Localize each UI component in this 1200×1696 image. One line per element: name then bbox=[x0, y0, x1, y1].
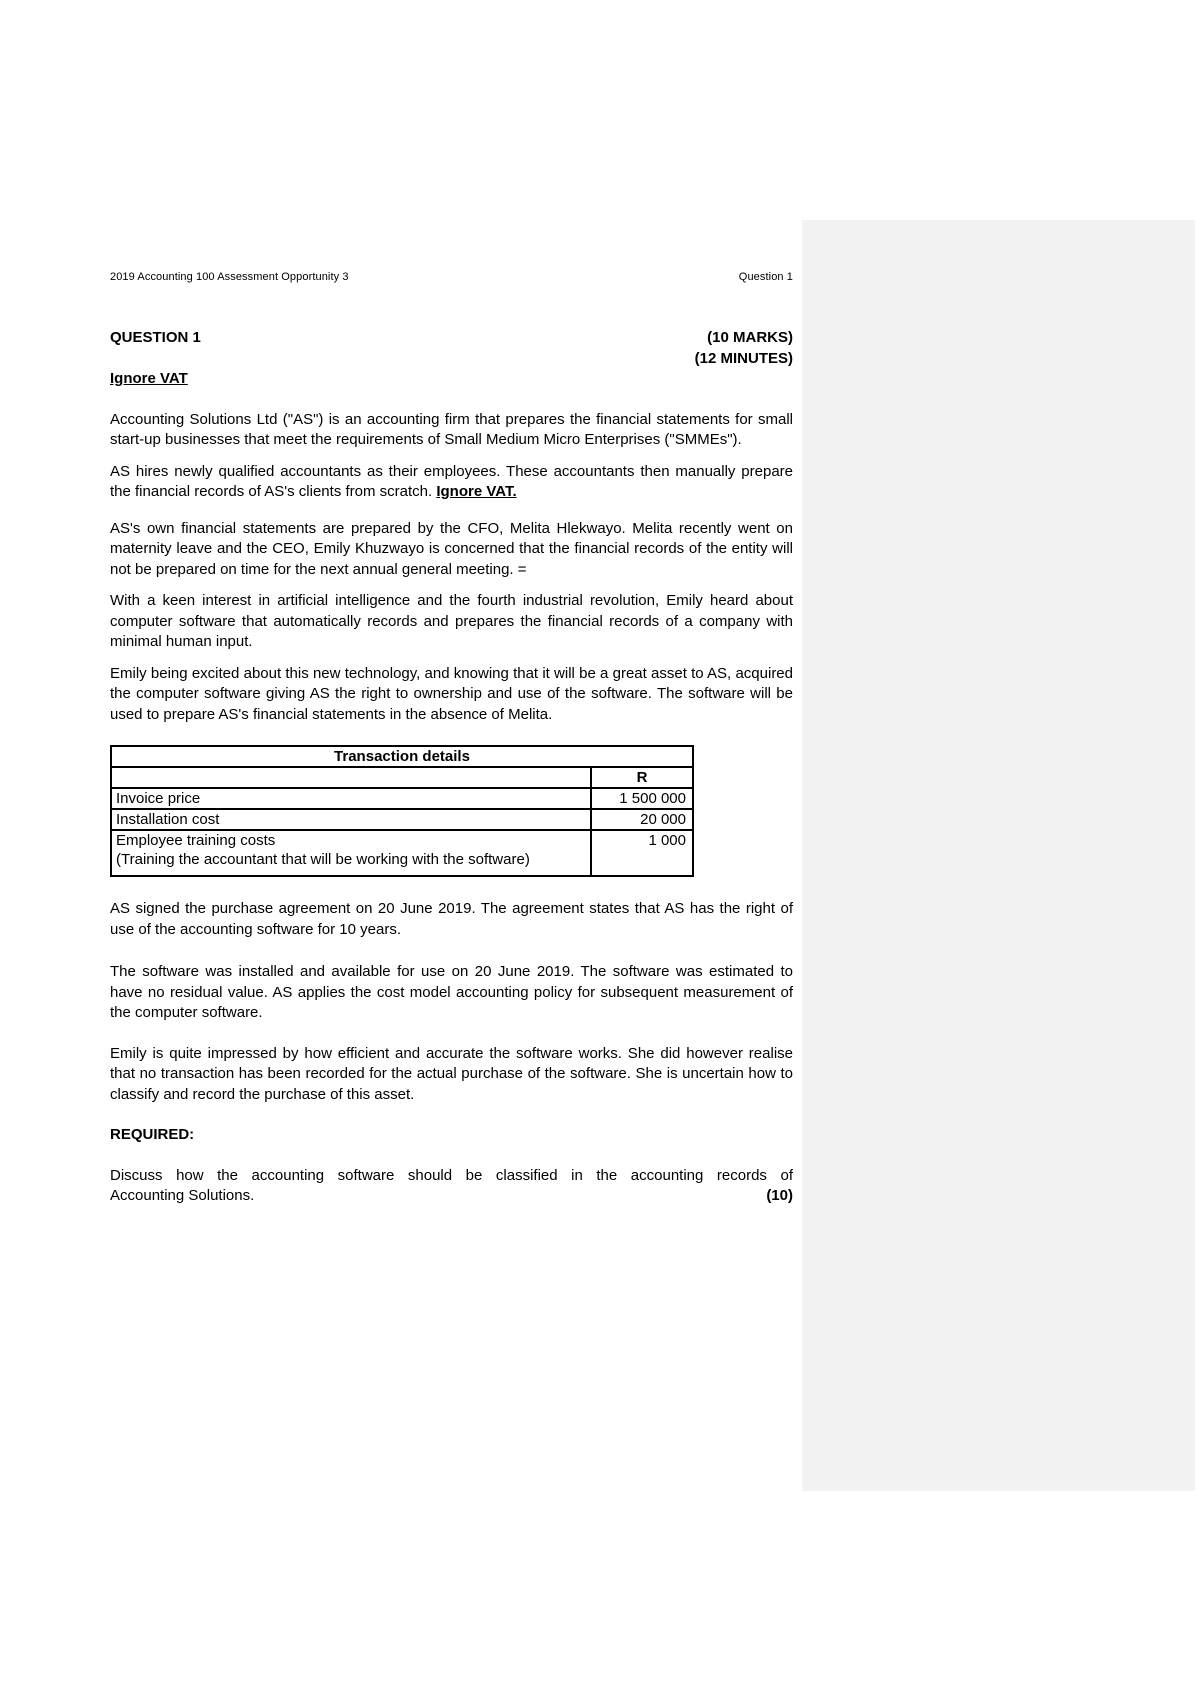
document-page bbox=[110, 270, 793, 1207]
table-header-blank bbox=[111, 767, 591, 788]
row-label-training-costs bbox=[111, 830, 591, 876]
paragraph-installation: The software was installed and available for use on 20 June 2019. The software was estimated to have no residual value. AS applies the cost model accounting policy for subsequent measurement of the computer software. bbox=[110, 963, 793, 1021]
table-row bbox=[111, 809, 693, 830]
row-label-installation-cost: Installation cost bbox=[111, 809, 591, 830]
comment-pane bbox=[802, 220, 1195, 1491]
marks-label: (10 MARKS) bbox=[707, 329, 793, 346]
row-value-invoice-price: 1 500 000 bbox=[591, 788, 693, 809]
training-costs-note: (Training the accountant that will be working with the software) bbox=[116, 851, 530, 868]
row-label-invoice-price: Invoice price bbox=[111, 788, 591, 809]
transaction-details-table bbox=[110, 745, 694, 877]
running-header-right: Question 1 bbox=[738, 271, 793, 283]
table-currency-header: R bbox=[591, 767, 693, 788]
row-value-installation-cost: 20 000 bbox=[591, 809, 693, 830]
required-text-line2 bbox=[110, 1186, 793, 1207]
question-heading bbox=[110, 328, 793, 369]
running-header-left: 2019 Accounting 100 Assessment Opportunity 3 bbox=[110, 271, 349, 283]
paragraph-employees bbox=[110, 462, 793, 503]
required-heading: REQUIRED: bbox=[110, 1126, 195, 1143]
question-title: QUESTION 1 bbox=[110, 329, 201, 346]
minutes-label: (12 MINUTES) bbox=[694, 349, 793, 367]
row-value-training-costs: 1 000 bbox=[591, 830, 693, 876]
paragraph-intro: Accounting Solutions Ltd ("AS") is an accounting firm that prepares the financial statements for small start-up businesses that meet the requirements of Small Medium Micro Enterprises ("SMMEs"). bbox=[110, 410, 793, 448]
table-row bbox=[111, 788, 693, 809]
required-marks: (10) bbox=[766, 1187, 793, 1204]
running-header bbox=[110, 270, 793, 284]
paragraph-agreement: AS signed the purchase agreement on 20 June 2019. The agreement states that AS has the right of use of the accounting software for 10 years. bbox=[110, 900, 793, 938]
question-marks bbox=[695, 328, 793, 369]
paragraph-acquisition: Emily being excited about this new technology, and knowing that it will be a great asset to AS, acquired the computer software giving AS the right to ownership and use of the software. The software will be used to prepare AS's financial statements in the absence of Melita. bbox=[110, 664, 793, 723]
paragraph-cfo: AS's own financial statements are prepared by the CFO, Melita Hlekwayo. Melita recently went on maternity leave and the CEO, Emily Khuzwayo is concerned that the financial records of the entity will not be prepared on time for the next annual general meeting. = bbox=[110, 519, 793, 578]
paragraph-employees-text: AS hires newly qualified accountants as their employees. These accountants then manually prepare the financial records of AS's clients from scratch. bbox=[110, 462, 793, 500]
required-text bbox=[110, 1166, 793, 1207]
table-title: Transaction details bbox=[111, 746, 693, 767]
training-costs-label: Employee training costs bbox=[116, 832, 276, 849]
paragraph-classification: Emily is quite impressed by how efficient and accurate the software works. She did however realise that no transaction has been recorded for the actual purchase of the software. She is uncertain how to classify and record the purchase of this asset. bbox=[110, 1044, 793, 1103]
table-row bbox=[111, 830, 693, 876]
ignore-vat-heading: Ignore VAT bbox=[110, 370, 188, 387]
ignore-vat-emphasis: Ignore VAT. bbox=[436, 483, 517, 500]
required-text-line1: Discuss how the accounting software should be classified in the accounting records of bbox=[110, 1166, 793, 1184]
required-text-line2-text: Accounting Solutions. bbox=[110, 1187, 255, 1204]
paragraph-ai: With a keen interest in artificial intelligence and the fourth industrial revolution, Emily heard about computer software that automatically records and prepares the financial records of a company with minimal human input. bbox=[110, 592, 793, 650]
